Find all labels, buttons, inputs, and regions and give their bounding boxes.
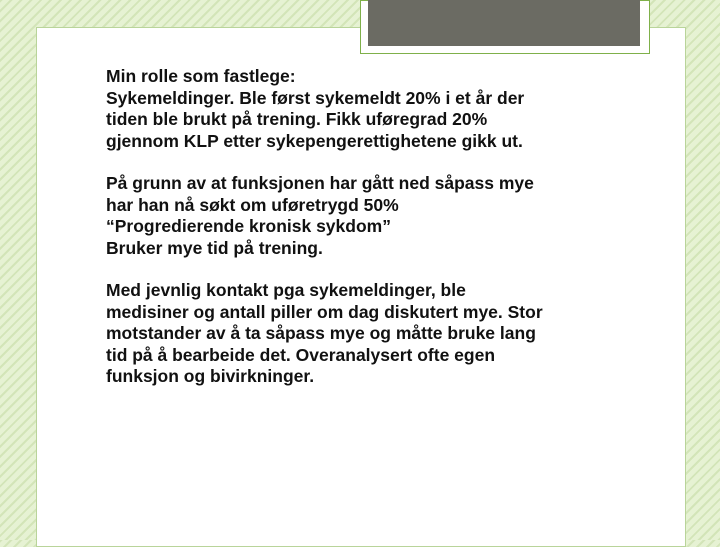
slide-body: [106, 66, 626, 388]
title-accent-block: [368, 0, 640, 46]
line: Med jevnlig kontakt pga sykemeldinger, ble: [106, 280, 466, 300]
line: På grunn av at funksjonen har gått ned såpass mye: [106, 173, 534, 193]
line: gjennom KLP etter sykepengerettighetene gikk ut.: [106, 130, 523, 151]
paragraph-1: [106, 66, 626, 152]
line: Min rolle som fastlege:: [106, 66, 296, 86]
line: motstander av å ta såpass mye og måtte bruke lang: [106, 323, 536, 343]
line: funksjon og bivirkninger.: [106, 366, 315, 386]
line: tiden ble brukt på trening. Fikk uføregrad 20%: [106, 109, 488, 129]
paragraph-2: [106, 173, 626, 259]
paragraph-3: [106, 280, 626, 388]
line: Bruker mye tid på trening.: [106, 237, 323, 258]
line: tid på å bearbeide det. Overanalysert ofte egen: [106, 344, 496, 365]
line: “Progredierende kronisk sykdom”: [106, 216, 391, 236]
line: har han nå søkt om uføretrygd 50%: [106, 194, 399, 215]
line: Sykemeldinger. Ble først sykemeldt 20% i et år der: [106, 87, 525, 108]
line: medisiner og antall piller om dag diskutert mye. Stor: [106, 301, 543, 322]
